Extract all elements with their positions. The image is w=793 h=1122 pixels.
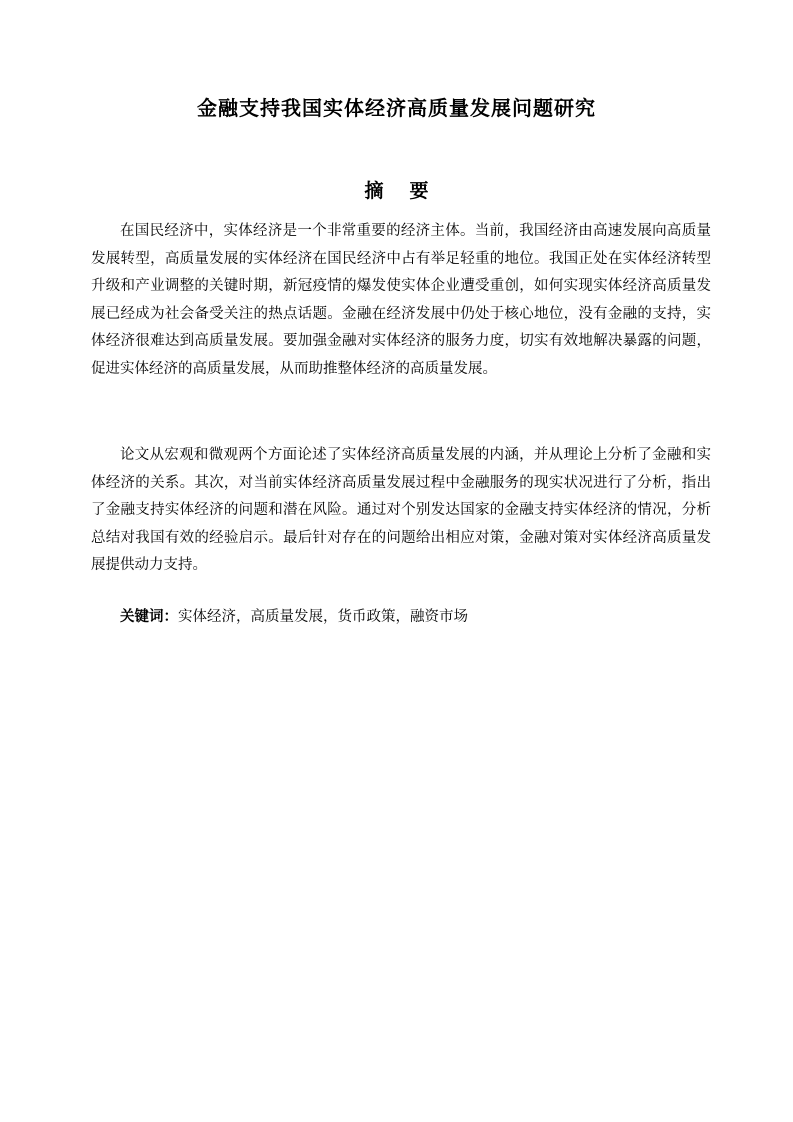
keywords-text: 实体经济，高质量发展，货币政策，融资市场 bbox=[178, 609, 468, 625]
keywords-line bbox=[91, 604, 740, 632]
abstract-heading bbox=[0, 177, 793, 205]
keywords-label: 关键词： bbox=[120, 609, 178, 625]
abstract-paragraph-2: 论文从宏观和微观两个方面论述了实体经济高质量发展的内涵，并从理论上分析了金融和实体经济的关系。其次，对当前实体经济高质量发展过程中金融服务的现实状况进行了分析，指出了金融支持实体经济的问题和潜在风险。通过对个别发达国家的金融支持实体经济的情况，分析总结对我国有效的经验启示。最后针对存在的问题给出相应对策，金融对策对实体经济高质量发展提供动力支持。 bbox=[91, 447, 711, 573]
abstract-heading-char-1: 摘 bbox=[364, 180, 384, 202]
paper-title: 金融支持我国实体经济高质量发展问题研究 bbox=[197, 96, 596, 120]
abstract-heading-char-2: 要 bbox=[409, 180, 429, 202]
abstract-paragraph-1: 在国民经济中，实体经济是一个非常重要的经济主体。当前，我国经济由高速发展向高质量发展转型，高质量发展的实体经济在国民经济中占有举足轻重的地位。我国正处在实体经济转型升级和产业调整的关键时期，新冠疫情的爆发使实体企业遭受重创，如何实现实体经济高质量发展已经成为社会备受关注的热点话题。金融在经济发展中仍处于核心地位，没有金融的支持，实体经济很难达到高质量发展。要加强金融对实体经济的服务力度，切实有效地解决暴露的问题，促进实体经济的高质量发展，从而助推整体经济的高质量发展。 bbox=[91, 223, 711, 377]
